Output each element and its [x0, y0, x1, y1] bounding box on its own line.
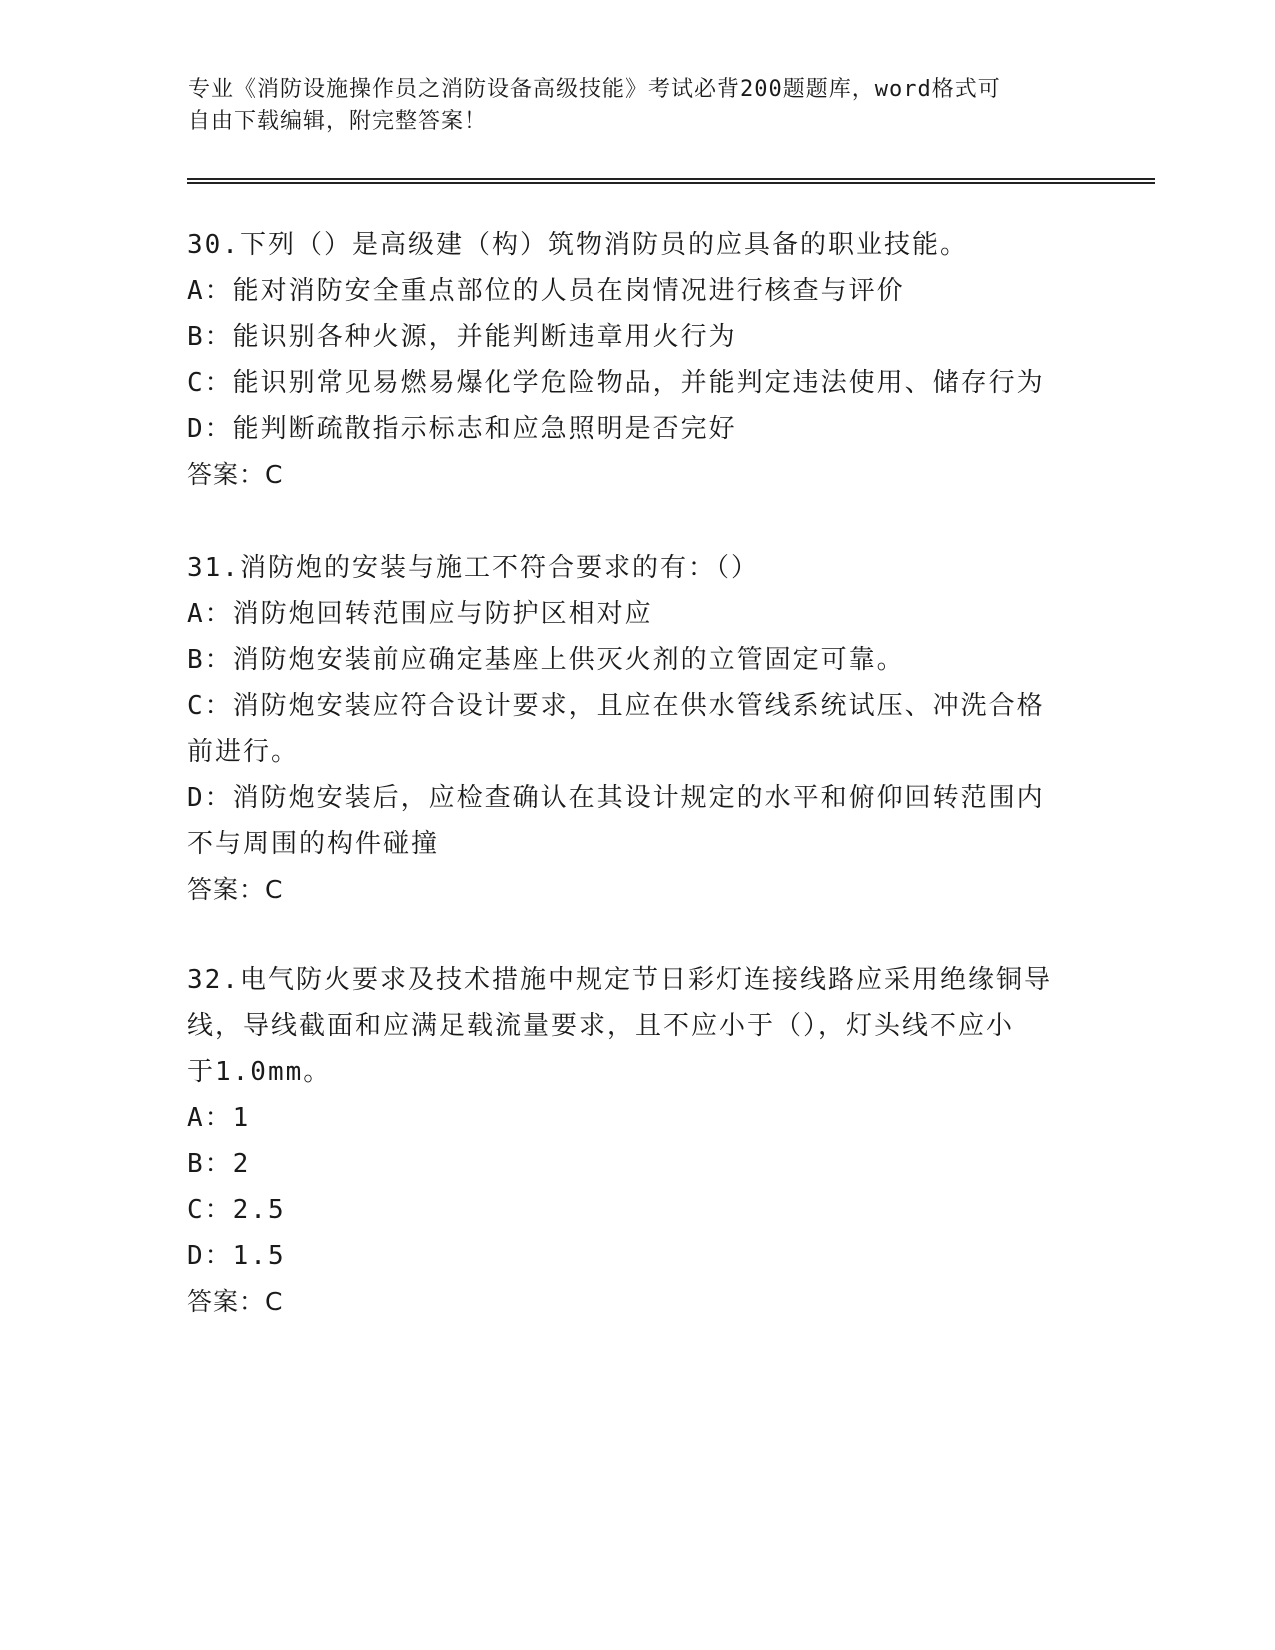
question-stem-continued: 线，导线截面和应满足载流量要求，且不应小于（），灯头线不应小: [187, 1011, 1015, 1041]
option-a: A：1: [187, 1103, 251, 1133]
option-c-continued: 前进行。: [187, 737, 300, 767]
question-stem: 31.消防炮的安装与施工不符合要求的有：（）: [187, 553, 759, 583]
header-line-1: 专业《消防设施操作员之消防设备高级技能》考试必背200题题库，word格式可: [188, 77, 1001, 102]
header-double-rule: [187, 178, 1155, 184]
option-b: B：2: [187, 1149, 251, 1179]
answer-label: 答案：C: [187, 1287, 284, 1316]
option-b: B：能识别各种火源，并能判断违章用火行为: [187, 322, 737, 352]
option-d: D：1.5: [187, 1241, 286, 1271]
question-stem: 30.下列（）是高级建（构）筑物消防员的应具备的职业技能。: [187, 230, 968, 260]
option-c: C：2.5: [187, 1195, 286, 1225]
question-32: [187, 957, 1087, 1325]
option-d: D：消防炮安装后，应检查确认在其设计规定的水平和俯仰回转范围内: [187, 783, 1045, 813]
question-stem: 32.电气防火要求及技术措施中规定节日彩灯连接线路应采用绝缘铜导: [187, 965, 1052, 995]
answer-label: 答案：C: [187, 460, 284, 489]
question-stem-continued: 于1.0mm。: [187, 1057, 332, 1087]
option-b: B：消防炮安装前应确定基座上供灭火剂的立管固定可靠。: [187, 645, 905, 675]
question-31: [187, 545, 1087, 913]
option-d: D：能判断疏散指示标志和应急照明是否完好: [187, 414, 737, 444]
option-d-continued: 不与周围的构件碰撞: [187, 829, 440, 859]
document-header: [188, 74, 1068, 138]
answer-label: 答案：C: [187, 875, 284, 904]
option-c: C：消防炮安装应符合设计要求，且应在供水管线系统试压、冲洗合格: [187, 691, 1045, 721]
header-line-2: 自由下载编辑，附完整答案！: [188, 109, 488, 134]
option-a: A：能对消防安全重点部位的人员在岗情况进行核查与评价: [187, 276, 905, 306]
option-a: A：消防炮回转范围应与防护区相对应: [187, 599, 653, 629]
question-30: [187, 222, 1087, 498]
option-c: C：能识别常见易燃易爆化学危险物品，并能判定违法使用、储存行为: [187, 368, 1045, 398]
